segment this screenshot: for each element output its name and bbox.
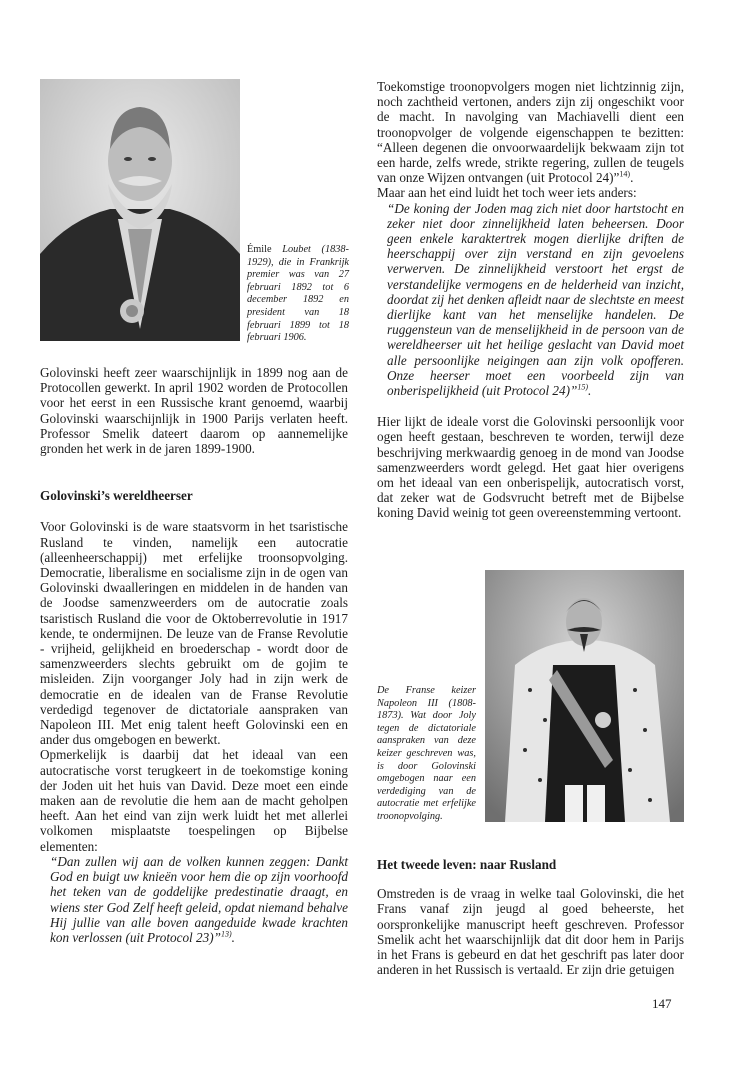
photo-emile-loubet: [40, 79, 240, 341]
paragraph-autocratische-vorst: Opmerkelijk is daarbij dat het ideaal van een autocratische vorst terugkeert in de toekomstige koning der Joden uit het huis van David. Deze moet een einde maken aan de revolutie die hem aan de macht geholpen heeft. Aan het eind van zijn werk luidt het met allerlei volkomen misplaatste toespelingen op Bijbelse elementen:: [40, 747, 348, 854]
caption-loubet: [247, 244, 349, 345]
photo-napoleon-iii: [485, 570, 684, 822]
quote-protocol-23-end: .: [231, 929, 235, 945]
quote-protocol-23-text: “Dan zullen wij aan de volken kunnen zeggen: Dankt God en buigt uw knieën voor hem die op zijn voorhoofd het teken van de goddelijke predestinatie draagt, en wiens ster God Zelf heeft geleid, opdat niemand behalve Hij jullie van alle boven aangeduide kwade krachten kon verlossen (uit Protocol 23)”: [50, 853, 348, 945]
portrait-loubet-image: [40, 79, 240, 341]
right-column-bottom: [377, 857, 684, 977]
quote-protocol-24-text: “De koning der Joden mag zich niet door hartstocht en zeker niet door zinnelijkheid laten beheersen. Door geen enkele karaktertrek mogen dierlijke driften de heerschappij over zijn verstand en zijn gevoelens verwerven. De zinnelijkheid verstoort het ergst de verstandelijke vermogens en de helderheid van inzicht, doordat zij het denken afleidt naar de slechtste en meest dierlijke kant van het menselijke handelen. De ruggensteun van de menselijkheid in de persoon van de wereldheerser uit het heilige geslacht van David moet alle persoonlijke neigingen aan zijn volk opofferen. Onze heerser moet een voorbeeld zijn van onberispelijkheid (uit Protocol 24)”: [387, 200, 684, 399]
paragraph-staatsvorm: Voor Golovinski is de ware staatsvorm in het tsaristische Rusland te vinden, namelijk een autocratie (alleenheerschappij) met erfelijke troonsopvolging. Democratie, liberalisme en socialisme zijn in de ogen van Golovinski dwaalleringen en middelen in de handen van de Joodse samenzweerders om de autocratie zoals tsaristisch Rusland die voor de Oktoberrevolutie in 1917 kende, te ondermijnen. De leuze van de Franse Revolutie - vrijheid, gelijkheid en broederschap - wordt door de samenzweerders slechts gebruikt om de gojim te misleiden. Zijn voorganger Joly had in zijn werk de democratie en de idealen van de Franse Revolutie verdedigd tegenover de dictatoriale aanspraken van Napoleon III. Met enig talent heeft Golovinski een en ander dus omgebogen en bewerkt.: [40, 519, 348, 748]
caption-loubet-name: Émile: [247, 244, 272, 255]
footnote-13: 13): [220, 929, 232, 939]
paragraph-omstreden: Omstreden is de vraag in welke taal Golovinski, die het Frans vanaf zijn jeugd al goed beheerste, het oorspronkelijke manuscript heeft geschreven. Professor Smelik acht het waarschijnlijk dat dit door hem in Parijs in het Frans is gebeurd en dat het geschrift pas later door anderen in het Russisch is vertaald. Er zijn drie getuigen: [377, 886, 684, 978]
page-number: 147: [652, 996, 672, 1011]
quote-protocol-23: [40, 854, 348, 945]
footnote-14: 14): [619, 169, 631, 179]
paragraph-dating: Golovinski heeft zeer waarschijnlijk in 1899 nog aan de Protocollen gewerkt. In april 1902 worden de Protocollen voor het eerst in een Russische krant genoemd, waarbij Golovinski waarschijnlijk in 1900 Parijs verlaten heeft. Professor Smelik dateert daarom op aannemelijke gronden het werk in de jaren 1899-1900.: [40, 365, 348, 457]
heading-tweede-leven: Het tweede leven: naar Rusland: [377, 857, 557, 872]
left-column: [40, 365, 348, 945]
caption-loubet-text: Loubet (1838-1929), die in Frankrijk premier was van 27 februari 1892 tot 6 december 1892 en president van 18 februari 1899 tot 18 februari 1906.: [247, 244, 349, 344]
right-column-top: [377, 79, 684, 521]
quote-protocol-24: [377, 201, 684, 399]
paragraph-troonopvolgers-end: .: [630, 170, 634, 186]
footnote-15: 15): [577, 382, 589, 392]
portrait-napoleon-image: [485, 570, 684, 822]
heading-wereldheerser: Golovinski’s wereldheerser: [40, 488, 193, 504]
paragraph-ideale-vorst: Hier lijkt de ideale vorst die Golovinski persoonlijk voor ogen heeft gestaan, beschreven te worden, terwijl deze beschrijving merkwaardig genoeg in de mond van Joodse samenzweerders wordt gelegd. Het gaat hier overigens om het ideaal van een onberispelijk, autocratisch vorst, dat zeker wat de Godsvrucht betreft met de Bijbelse koning David weinig tot geen overeenstemming vertoont.: [377, 414, 684, 521]
quote-protocol-24-end: .: [588, 383, 592, 399]
paragraph-troonopvolgers-text: Toekomstige troonopvolgers mogen niet lichtzinnig zijn, noch zachtheid vertonen, anders zijn zij ongeschikt voor de macht. In navolging van Machiavelli dient een troonopvolger de volgende eigenschappen te bezitten: “Alleen degenen die onvoorwaardelijk bekwaam zijn tot een harde, zelfs wrede, strikte regering, zullen de teugels van onze Wijzen ontvangen (uit Protocol 24)”: [377, 79, 684, 186]
caption-napoleon: De Franse keizer Napoleon III (1808-1873). Wat door Joly tegen de dictatoriale aanspraken van deze keizer geschreven was, is door Golovinski omgebogen naar een verdediging van de autocratie met erfelijke troonopvolging.: [377, 685, 476, 822]
paragraph-maar: Maar aan het eind luidt het toch weer iets anders:: [377, 185, 637, 201]
paragraph-troonopvolgers: [377, 79, 684, 185]
